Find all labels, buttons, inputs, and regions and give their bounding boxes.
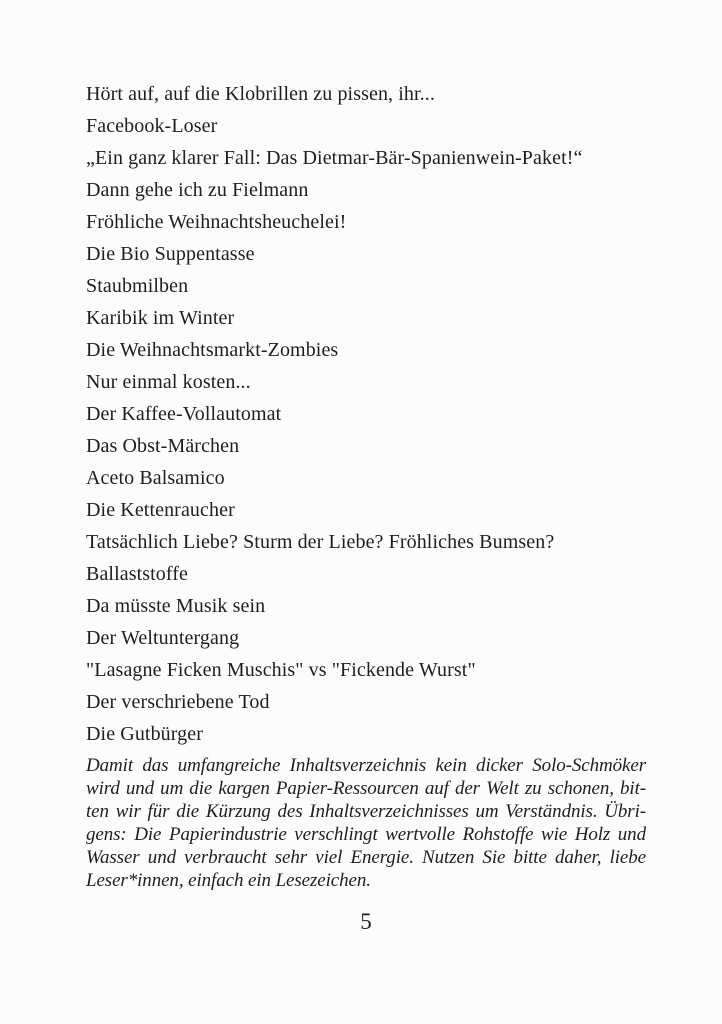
- toc-entry: Der verschriebene Tod: [86, 691, 270, 713]
- note-line: Wasser und verbraucht sehr viel Energie. Nutzen Sie bitte daher, liebe: [86, 847, 646, 868]
- toc-entry: Der Kaffee-Vollautomat: [86, 403, 282, 425]
- note-line: Damit das umfangreiche Inhaltsverzeichnis kein dicker Solo-Schmöker: [86, 755, 646, 776]
- toc-entry: Staubmilben: [86, 275, 189, 297]
- toc-entry: Die Bio Suppentasse: [86, 243, 255, 265]
- toc-entry: Hört auf, auf die Klobrillen zu pissen, ihr...: [86, 83, 435, 105]
- toc-entry: „Ein ganz klarer Fall: Das Dietmar-Bär-Spanienwein-Paket!“: [86, 147, 583, 169]
- toc-entry: Die Weihnachtsmarkt-Zombies: [86, 339, 339, 361]
- note-line: wird und um die kargen Papier-Ressourcen auf der Welt zu schonen, bit-: [86, 778, 646, 799]
- toc-entry: Der Weltuntergang: [86, 627, 240, 649]
- page-number: 5: [360, 909, 372, 934]
- note-line: Leser*innen, einfach ein Lesezeichen.: [86, 870, 371, 891]
- toc-entry: Aceto Balsamico: [86, 467, 225, 489]
- toc-entry: Karibik im Winter: [86, 307, 235, 329]
- note-line: gens: Die Papierindustrie verschlingt wertvolle Rohstoffe wie Holz und: [86, 824, 646, 845]
- editor-note: [86, 754, 646, 892]
- toc-entry: Dann gehe ich zu Fielmann: [86, 179, 309, 201]
- toc-entry: Das Obst-Märchen: [86, 435, 240, 457]
- toc-entry: Die Kettenraucher: [86, 499, 235, 521]
- page-content: [86, 78, 646, 935]
- toc-entry: Ballaststoffe: [86, 563, 189, 585]
- toc-entry: Tatsächlich Liebe? Sturm der Liebe? Fröhliches Bumsen?: [86, 531, 555, 553]
- toc-list: [86, 78, 646, 750]
- note-line: ten wir für die Kürzung des Inhaltsverzeichnisses um Verständnis. Übri-: [86, 801, 646, 822]
- toc-entry: Fröhliche Weihnachtsheuchelei!: [86, 211, 347, 233]
- toc-entry: Facebook-Loser: [86, 115, 218, 137]
- toc-entry: Die Gutbürger: [86, 723, 204, 745]
- toc-entry: Da müsste Musik sein: [86, 595, 266, 617]
- toc-entry: "Lasagne Ficken Muschis" vs "Fickende Wurst": [86, 659, 476, 681]
- toc-entry: Nur einmal kosten...: [86, 371, 251, 393]
- page-footer: [86, 909, 646, 935]
